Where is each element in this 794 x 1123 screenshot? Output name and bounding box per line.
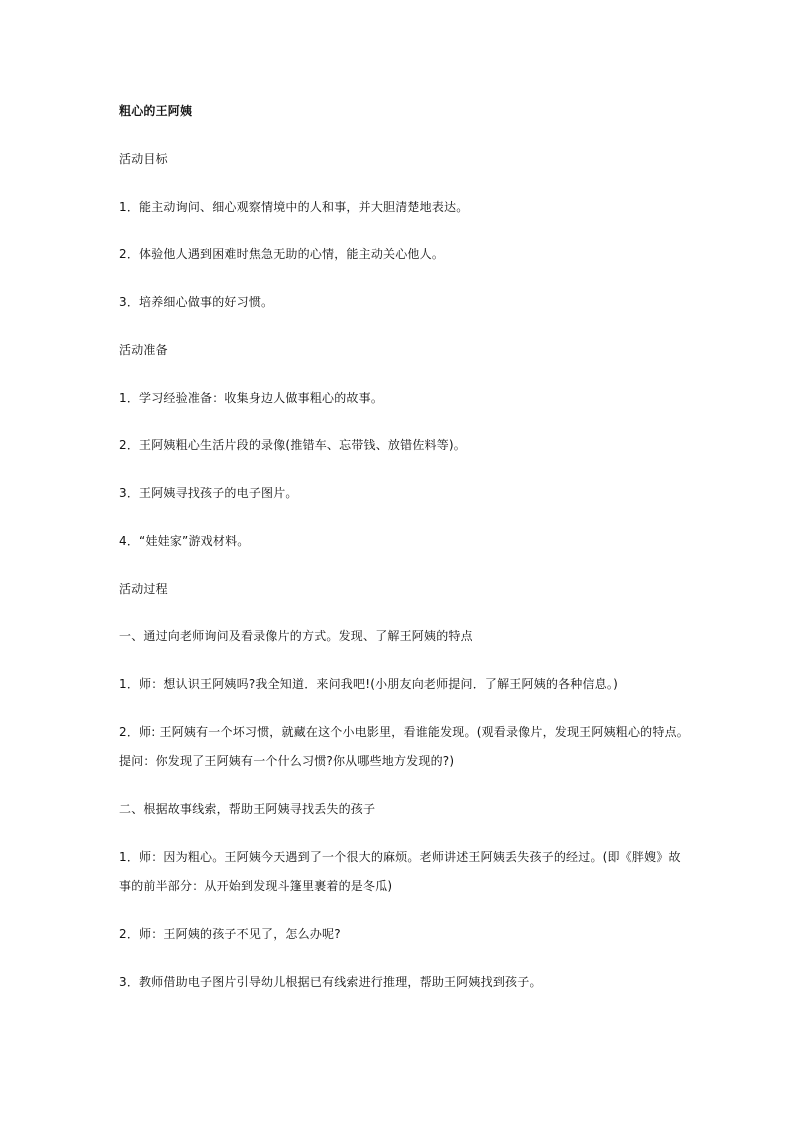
goal-item-3: 3．培养细心做事的好习惯。 <box>119 295 274 309</box>
process-part-2-item-3: 3．教师借助电子图片引导幼儿根据已有线索进行推理，帮助王阿姨找到孩子。 <box>119 975 542 989</box>
process-part-1-heading: 一、通过向老师询问及看录像片的方式。发现、了解王阿姨的特点 <box>119 629 473 643</box>
prep-item-2: 2．王阿姨粗心生活片段的录像(推错车、忘带钱、放错佐料等)。 <box>119 438 467 452</box>
process-part-2-heading: 二、根据故事线索，帮助王阿姨寻找丢失的孩子 <box>119 802 376 816</box>
process-item-2-line-1: 2．师: 王阿姨有一个坏习惯，就藏在这个小电影里，看谁能发现。(观看录像片，发现王阿姨粗心的特点。 <box>119 725 689 739</box>
process-part-2-item-1-line-2: 事的前半部分：从开始到发现斗篷里裹着的是冬瓜) <box>119 879 393 893</box>
goal-item-1: 1．能主动询问、细心观察情境中的人和事，并大胆清楚地表达。 <box>119 200 469 214</box>
section-heading-preparation: 活动准备 <box>119 343 168 357</box>
process-part-2-item-1-line-1: 1．师：因为粗心。王阿姨今天遇到了一个很大的麻烦。老师讲述王阿姨丢失孩子的经过。(即《胖嫂》故 <box>119 850 681 864</box>
prep-item-1: 1．学习经验准备：收集身边人做事粗心的故事。 <box>119 391 384 405</box>
section-heading-process: 活动过程 <box>119 582 168 596</box>
section-heading-goals: 活动目标 <box>119 152 168 166</box>
prep-item-4: 4．“娃娃家”游戏材料。 <box>119 534 250 548</box>
goal-item-2: 2．体验他人遇到困难时焦急无助的心情，能主动关心他人。 <box>119 247 445 261</box>
process-item-1: 1．师：想认识王阿姨吗?我全知道．来问我吧!(小朋友向老师提问．了解王阿姨的各种信息。) <box>119 677 618 691</box>
prep-item-3: 3．王阿姨寻找孩子的电子图片。 <box>119 486 298 500</box>
process-part-2-item-2: 2．师：王阿姨的孩子不见了，怎么办呢? <box>119 927 341 941</box>
document-title: 粗心的王阿姨 <box>119 104 193 118</box>
process-item-2-line-2: 提问：你发现了王阿姨有一个什么习惯?你从哪些地方发现的?) <box>119 754 455 768</box>
